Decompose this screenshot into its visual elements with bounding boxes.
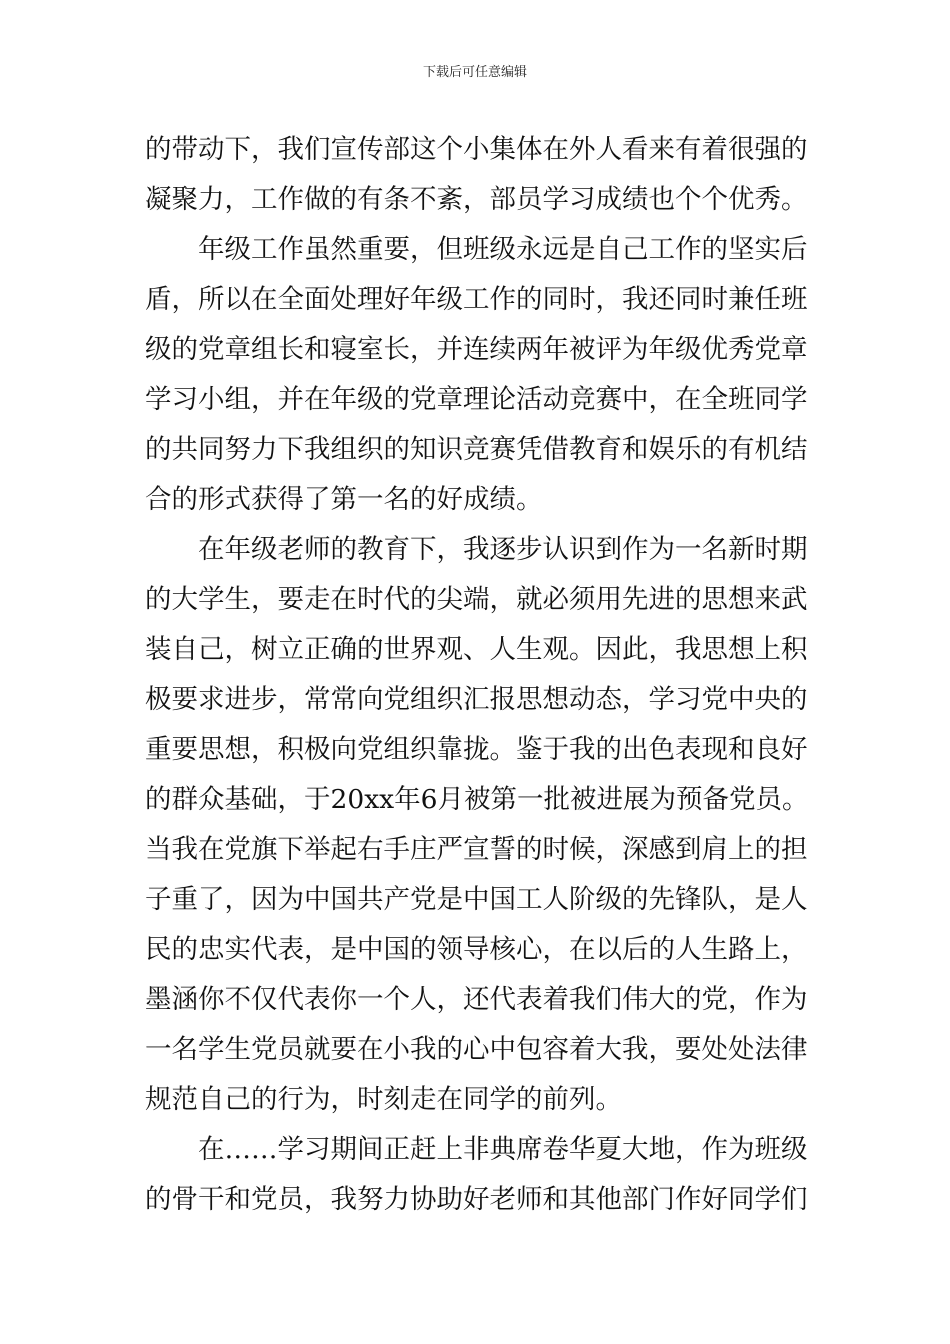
text-line: 合的形式获得了第一名的好成绩。	[145, 484, 543, 515]
text-line: 的大学生，要走在时代的尖端，就必须用先进的思想来武	[145, 584, 808, 615]
text-line: 的带动下，我们宣传部这个小集体在外人看来有着很强的	[145, 134, 808, 165]
document-body	[145, 125, 810, 1225]
text-line: 凝聚力，工作做的有条不紊，部员学习成绩也个个优秀。	[145, 184, 808, 215]
page-header: 下载后可任意编辑	[422, 65, 527, 80]
text-line: 年级工作虽然重要，但班级永远是自己工作的坚实后	[198, 234, 808, 265]
text-line: 装自己，树立正确的世界观、人生观。因此，我思想上积	[145, 634, 808, 665]
text-line: 墨涵你不仅代表你一个人，还代表着我们伟大的党，作为	[145, 984, 808, 1015]
text-line: 的群众基础，于20xx年6月被第一批被进展为预备党员。	[145, 784, 809, 815]
text-line: 子重了，因为中国共产党是中国工人阶级的先锋队，是人	[145, 884, 808, 915]
text-line: 级的党章组长和寝室长，并连续两年被评为年级优秀党章	[145, 334, 808, 365]
text-line: 在年级老师的教育下，我逐步认识到作为一名新时期	[198, 534, 808, 565]
text-line: 当我在党旗下举起右手庄严宣誓的时候，深感到肩上的担	[145, 834, 808, 865]
text-line: 重要思想，积极向党组织靠拢。鉴于我的出色表现和良好	[145, 734, 808, 765]
text-line: 的共同努力下我组织的知识竞赛凭借教育和娱乐的有机结	[145, 434, 808, 465]
text-line: 一名学生党员就要在小我的心中包容着大我，要处处法律	[145, 1034, 808, 1065]
text-line: 的骨干和党员，我努力协助好老师和其他部门作好同学们	[145, 1184, 808, 1215]
text-line: 在……学习期间正赶上非典席卷华夏大地，作为班级	[198, 1134, 808, 1165]
text-line: 规范自己的行为，时刻走在同学的前列。	[145, 1084, 622, 1115]
text-line: 盾，所以在全面处理好年级工作的同时，我还同时兼任班	[145, 284, 808, 315]
text-line: 学习小组，并在年级的党章理论活动竞赛中，在全班同学	[145, 384, 808, 415]
text-line: 极要求进步，常常向党组织汇报思想动态，学习党中央的	[145, 684, 808, 715]
text-line: 民的忠实代表，是中国的领导核心，在以后的人生路上，	[145, 934, 808, 965]
